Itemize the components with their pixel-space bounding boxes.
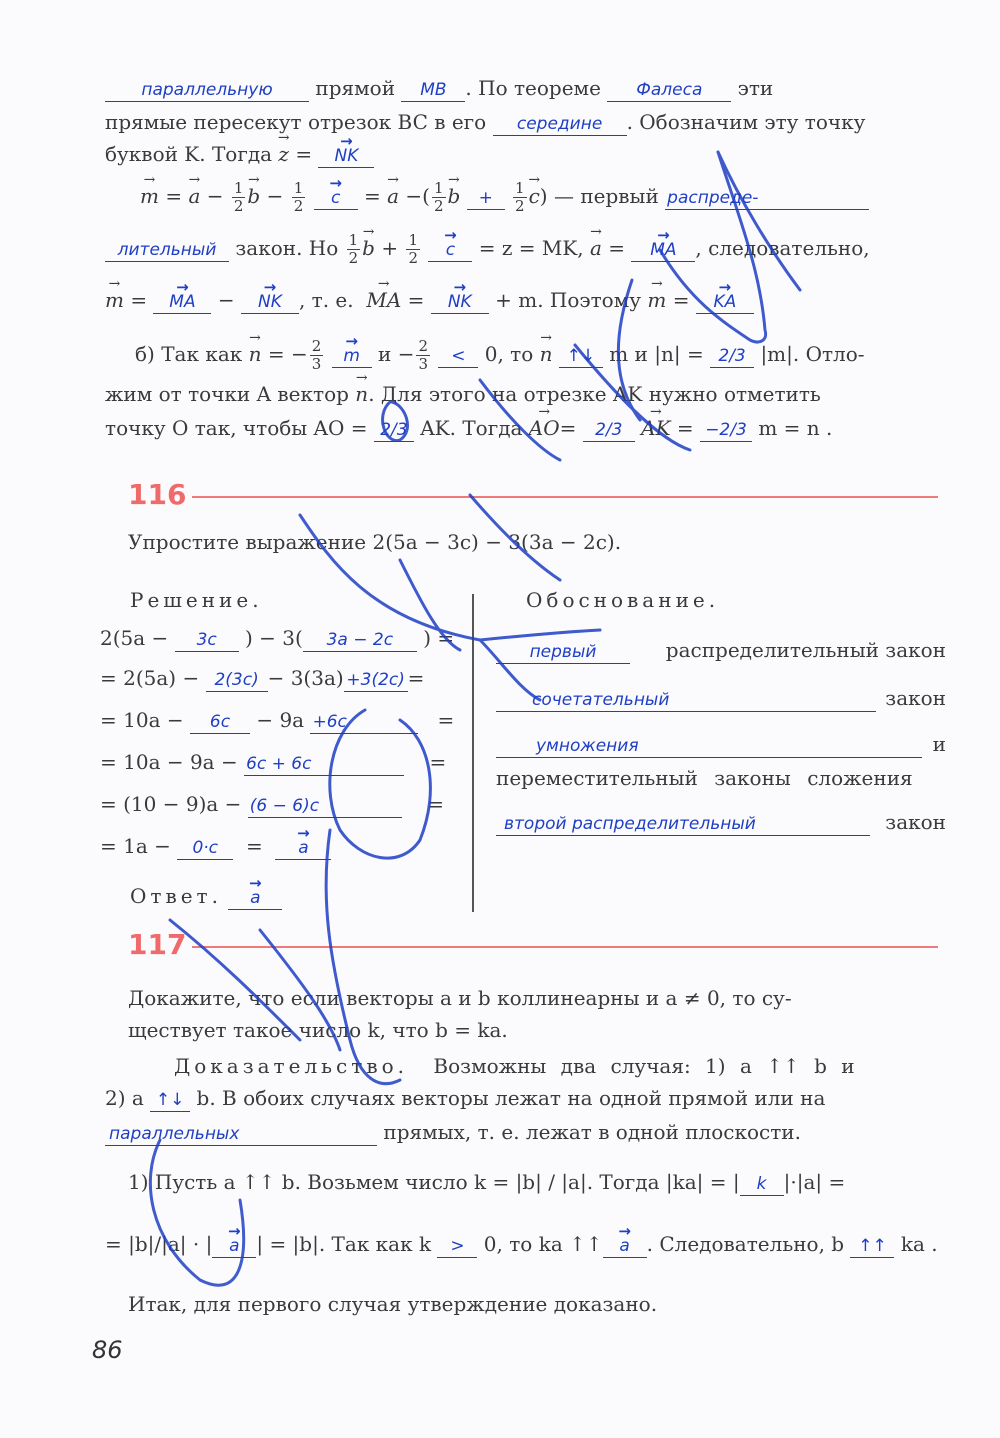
vector-symbol: → AK xyxy=(641,414,670,442)
fraction: $\frac{2}{3}$ xyxy=(311,337,322,373)
text: = xyxy=(407,288,425,312)
answer-blank[interactable]: k xyxy=(740,1173,784,1196)
section-divider xyxy=(192,946,938,948)
vector-symbol: → n xyxy=(355,380,368,408)
text-line xyxy=(105,380,945,408)
fraction: $\frac{1}{2}$ xyxy=(293,179,304,215)
text: = xyxy=(672,288,690,312)
vector-symbol: → m xyxy=(647,286,666,314)
text: −( xyxy=(405,184,430,208)
vector-symbol: → a xyxy=(188,182,200,210)
justification-line xyxy=(496,730,946,758)
answer-blank[interactable]: середине xyxy=(493,113,627,136)
fraction: $\frac{1}{2}$ xyxy=(515,179,525,215)
answer-blank[interactable]: → a xyxy=(275,837,331,860)
text-line xyxy=(105,108,945,136)
text: . Обозначим эту точку xyxy=(626,110,866,134)
formula-line xyxy=(105,414,945,442)
text: и xyxy=(932,732,946,756)
answer-blank[interactable]: → c xyxy=(428,239,472,262)
answer-blank[interactable]: + xyxy=(467,187,505,210)
answer-blank[interactable]: 3a − 2c xyxy=(303,629,417,652)
text: б) Так как xyxy=(135,342,243,366)
text: ществует такое число k, что b = ka. xyxy=(128,1018,508,1042)
text: , т. е. xyxy=(298,288,354,312)
answer-blank[interactable]: параллельную xyxy=(105,79,309,102)
text-line xyxy=(105,140,945,168)
answer-blank[interactable]: параллельных xyxy=(105,1123,377,1146)
solution-step: = (10 − 9)a − (6 − 6)c = xyxy=(100,792,444,816)
proof-line: параллельных прямых, т. е. лежат в одной плоскости. xyxy=(105,1118,945,1146)
answer-label: Ответ. xyxy=(130,884,222,908)
justification-header xyxy=(526,586,1000,614)
answer-blank[interactable]: MB xyxy=(401,79,465,102)
text: = − xyxy=(267,342,308,366)
justification-line xyxy=(496,808,946,836)
heading: Обоснование. xyxy=(526,588,720,612)
fraction: $\frac{1}{2}$ xyxy=(408,231,419,267)
formula-line xyxy=(135,338,975,373)
answer-blank[interactable]: > xyxy=(437,1235,477,1258)
answer-blank[interactable]: 2/3 xyxy=(583,419,635,442)
answer-blank[interactable]: распреде- xyxy=(665,187,869,210)
proof-line: 2) a ↑↓ b. В обоих случаях векторы лежат на одной прямой или на xyxy=(105,1086,826,1110)
answer-blank[interactable]: → m xyxy=(332,345,372,368)
text: = xyxy=(295,142,313,166)
text: = xyxy=(608,236,626,260)
column-divider xyxy=(472,594,474,912)
text: + xyxy=(381,236,399,260)
text-line xyxy=(105,74,945,102)
answer-blank[interactable]: → MA xyxy=(631,239,695,262)
vector-symbol: → AO xyxy=(529,414,560,442)
text: закон xyxy=(885,810,946,834)
section-divider xyxy=(192,496,938,498)
proof-line xyxy=(174,1052,1000,1080)
text: . Для этого на отрезке AK нужно отметить xyxy=(368,382,821,406)
text: = xyxy=(363,184,381,208)
text: буквой K. Тогда xyxy=(105,142,273,166)
text: закон xyxy=(885,686,946,710)
vector-symbol: → n xyxy=(249,340,262,368)
solution-step: = 2(5a) − 2(3c) − 3(3a) +3(2c) = xyxy=(100,666,425,690)
text: 0, то xyxy=(484,342,534,366)
answer-blank[interactable]: → NK xyxy=(431,291,489,314)
proof-line: = |b|/|a| · | → a | = |b|. Так как k > 0, то ka ↑↑ → a . Следовательно, b ↑↑ ka . xyxy=(105,1230,945,1258)
text: AK. Тогда xyxy=(420,416,523,440)
text: Итак, для первого случая утверждение доказано. xyxy=(128,1292,658,1316)
text: прямые пересекут отрезок BC в его xyxy=(105,110,487,134)
solution-step: = 10a − 6c − 9a +6c = xyxy=(100,708,455,732)
text: и − xyxy=(378,342,415,366)
vector-symbol: → b xyxy=(362,234,375,262)
text: прямой xyxy=(315,76,396,100)
text: точку O так, чтобы AO = xyxy=(105,416,368,440)
answer-blank[interactable]: → MA xyxy=(153,291,211,314)
text: Докажите, что если векторы a и b коллинеарны и a ≠ 0, то су- xyxy=(128,986,792,1010)
text: = xyxy=(559,416,577,440)
vector-symbol: → z xyxy=(278,140,289,168)
solution-step: 2(5a − 3c ) − 3( 3a − 2c ) = xyxy=(100,626,455,650)
text: m и |n| = xyxy=(609,342,704,366)
vector-symbol: → a xyxy=(387,182,399,210)
formula-line xyxy=(105,286,945,314)
task-header-116 xyxy=(128,478,938,512)
text: . По теореме xyxy=(465,76,601,100)
fraction: $\frac{1}{2}$ xyxy=(433,179,444,215)
task-number: 117 xyxy=(128,928,187,961)
text: распределительный закон xyxy=(665,638,946,662)
heading: Решение. xyxy=(130,588,263,612)
answer-blank[interactable]: 2/3 xyxy=(374,419,414,442)
text: жим от точки A вектор xyxy=(105,382,349,406)
answer-blank[interactable]: < xyxy=(438,345,478,368)
answer-blank[interactable]: ↑↓ xyxy=(150,1089,190,1112)
answer-blank[interactable]: сочетательный xyxy=(496,689,876,712)
text: Возможны два случая: 1) a ↑↑ b и xyxy=(433,1054,855,1078)
answer-blank[interactable]: первый xyxy=(496,641,630,664)
solution-step: = 10a − 9a − 6c + 6c = xyxy=(100,750,447,774)
task-prompt xyxy=(128,528,968,556)
answer-blank[interactable]: +3(2c) xyxy=(344,669,408,692)
page-number: 86 xyxy=(92,1336,123,1364)
justification-line xyxy=(496,764,946,792)
answer-blank[interactable]: ↑↓ xyxy=(559,345,603,368)
answer-blank[interactable]: 2(3c) xyxy=(206,669,268,692)
answer-blank[interactable]: → a xyxy=(603,1235,647,1258)
answer-blank[interactable]: 0·c xyxy=(177,837,233,860)
fraction: $\frac{2}{3}$ xyxy=(418,337,428,373)
vector-symbol: → b xyxy=(247,182,260,210)
text: − xyxy=(206,184,224,208)
text: Упростите выражение 2(5a − 3c) − 3(3a − 2c). xyxy=(128,530,622,554)
text: = z = MK, xyxy=(478,236,584,260)
conclusion xyxy=(128,1290,968,1318)
text: — первый xyxy=(553,184,659,208)
answer-blank[interactable]: (6 − 6)c xyxy=(248,795,402,818)
text: + m. Поэтому xyxy=(495,288,642,312)
answer-blank[interactable]: → a xyxy=(212,1235,256,1258)
vector-symbol: → c xyxy=(529,182,540,210)
vector-symbol: → n xyxy=(540,340,553,368)
text: m = n . xyxy=(758,416,833,440)
text: = xyxy=(130,288,148,312)
text: переместительный законы сложения xyxy=(496,766,913,790)
answer-blank[interactable]: ↑↑ xyxy=(850,1235,894,1258)
text: − xyxy=(266,184,284,208)
vector-symbol: → b xyxy=(448,182,461,210)
answer-blank[interactable]: → a xyxy=(228,887,282,910)
vector-symbol: → m xyxy=(140,182,159,210)
answer-blank[interactable]: +6c xyxy=(310,711,418,734)
answer-line xyxy=(130,882,460,910)
text: , следовательно, xyxy=(695,236,870,260)
justification-line xyxy=(496,684,946,712)
task-prompt xyxy=(128,984,968,1012)
vector-symbol: → MA xyxy=(366,286,401,314)
vector-symbol: → a xyxy=(590,234,602,262)
text: − xyxy=(217,288,235,312)
text: = xyxy=(165,184,189,208)
fraction: $\frac{1}{2}$ xyxy=(348,231,359,267)
answer-blank[interactable]: лительный xyxy=(105,239,229,262)
answer-blank[interactable]: 6c + 6c xyxy=(244,753,404,776)
task-number: 116 xyxy=(128,478,187,511)
task-header-117 xyxy=(128,928,938,962)
answer-blank[interactable]: умножения xyxy=(496,735,922,758)
answer-blank[interactable]: −2/3 xyxy=(700,419,752,442)
answer-blank[interactable]: второй распределительный xyxy=(496,813,870,836)
answer-blank[interactable]: → c xyxy=(314,187,358,210)
answer-blank[interactable]: Фалеса xyxy=(607,79,731,102)
text: |m|. Отло- xyxy=(760,342,865,366)
proof-line: 1) Пусть a ↑↑ b. Возьмем число k = |b| / |a|. Тогда |ka| = | k |·|a| = xyxy=(128,1170,846,1194)
text: ) xyxy=(539,184,548,208)
formula-line xyxy=(105,232,945,267)
text: = xyxy=(676,416,694,440)
answer-blank[interactable]: → NK xyxy=(318,145,374,168)
text: эти xyxy=(737,76,774,100)
vector-symbol: → m xyxy=(105,286,124,314)
task-prompt xyxy=(128,1016,968,1044)
fraction: $\frac{1}{2}$ xyxy=(233,179,244,215)
formula-line xyxy=(140,180,980,215)
answer-blank[interactable]: 6c xyxy=(190,711,250,734)
answer-blank[interactable]: 3c xyxy=(175,629,239,652)
answer-blank[interactable]: → KA xyxy=(696,291,754,314)
proof-label: Доказательство. xyxy=(174,1054,408,1078)
solution-step: = 1a − 0·c = → a xyxy=(100,832,470,860)
justification-line xyxy=(496,636,946,664)
answer-blank[interactable]: → NK xyxy=(241,291,299,314)
answer-blank[interactable]: 2/3 xyxy=(710,345,754,368)
text: закон. Но xyxy=(235,236,339,260)
